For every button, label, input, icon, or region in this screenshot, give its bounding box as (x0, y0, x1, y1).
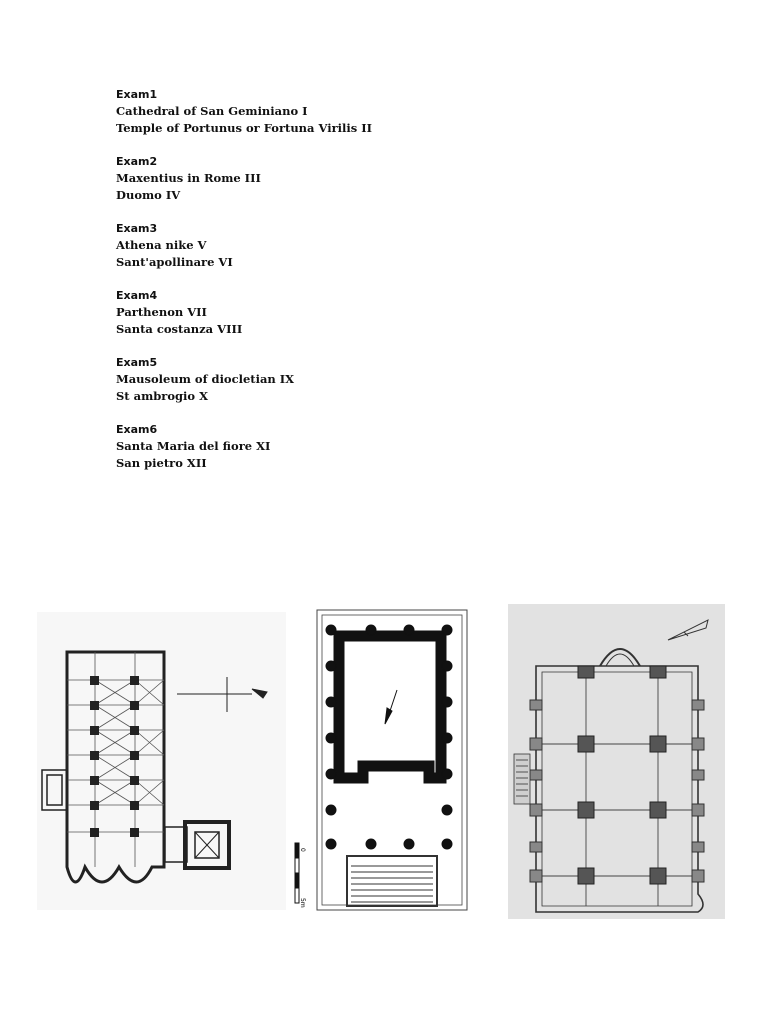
steps (347, 856, 437, 906)
scale-label-end: 5m (299, 898, 306, 908)
exam-item: San pietro XII (116, 455, 207, 470)
exam-group-3 (116, 220, 536, 270)
basilica-walls (536, 666, 703, 912)
exam-list (116, 86, 536, 488)
exam-heading: Exam4 (116, 289, 158, 302)
cella (339, 636, 441, 778)
apse (600, 649, 640, 666)
exam-item: St ambrogio X (116, 388, 209, 403)
exam-item: Temple of Portunus or Fortuna Virilis II (116, 120, 372, 135)
exam-heading: Exam3 (116, 222, 158, 235)
exam-item: Santa Maria del fiore XI (116, 439, 271, 453)
exam-item: Sant'apollinare VI (116, 254, 233, 269)
exam-heading: Exam1 (116, 88, 158, 101)
piers (578, 666, 666, 884)
basilica-floor-plan-icon (508, 604, 725, 919)
exam-heading: Exam6 (116, 423, 158, 436)
pointer-arrow-icon (385, 690, 397, 724)
side-porch (42, 770, 67, 810)
exam-heading: Exam5 (116, 356, 158, 369)
north-arrow-icon (668, 620, 708, 640)
exam-item: Duomo IV (116, 187, 181, 202)
buttresses (530, 700, 704, 882)
cathedral-floor-plan-icon (37, 612, 286, 910)
exam-item: Parthenon VII (116, 305, 207, 319)
scale-bar (295, 843, 299, 903)
exam-item: Athena nike V (116, 238, 207, 252)
exam-group-5 (116, 354, 536, 404)
exam-group-6 (116, 421, 536, 471)
exam-group-2 (116, 153, 536, 203)
entrance-steps (514, 754, 530, 804)
vault-lines (67, 652, 164, 867)
piers (90, 676, 139, 837)
columns (326, 625, 452, 849)
exam-item: Santa costanza VIII (116, 321, 243, 336)
exam-item: Maxentius in Rome III (116, 171, 261, 185)
scale-label-start: 0 (299, 848, 306, 852)
north-arrow-icon (177, 677, 267, 712)
bay-lines (542, 672, 692, 906)
exam-item: Mausoleum of diocletian IX (116, 372, 295, 386)
exam-item: Cathedral of San Geminiano I (116, 104, 308, 118)
exam-heading: Exam2 (116, 155, 158, 168)
tower (165, 822, 229, 868)
temple-floor-plan-icon (289, 598, 486, 930)
exam-group-4 (116, 287, 536, 337)
exam-group-1 (116, 86, 536, 136)
